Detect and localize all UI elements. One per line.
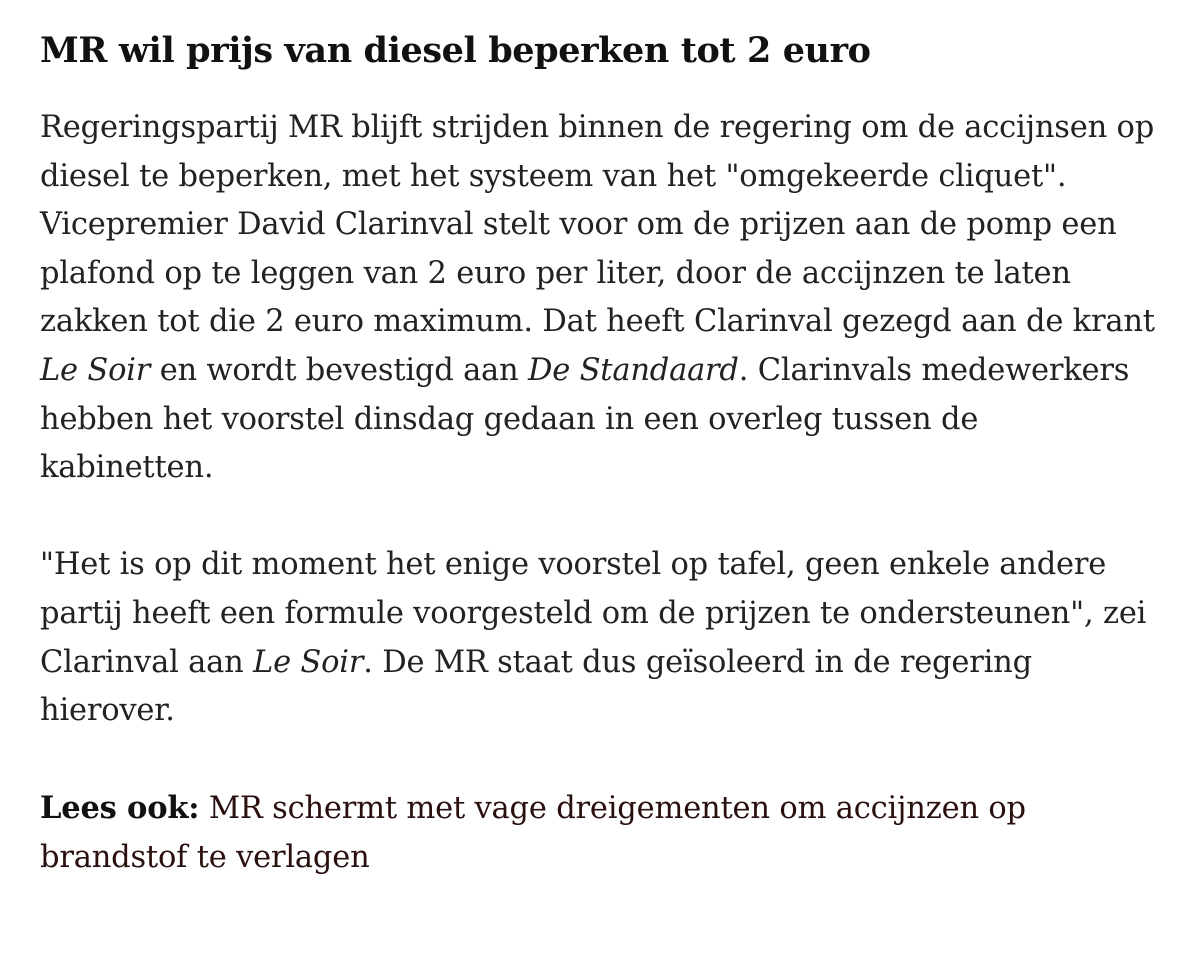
source-le-soir-2: Le Soir [253, 644, 364, 680]
read-also [40, 784, 1160, 882]
paragraph-2-text-2: . De MR staat dus geïsoleerd in de regering hierover. [40, 644, 1032, 729]
read-also-label: Lees ook: [40, 790, 200, 827]
source-le-soir: Le Soir [40, 352, 151, 388]
article-headline: MR wil prijs van diesel beperken tot 2 euro [40, 30, 871, 71]
paragraph-1-text-2: en wordt bevestigd aan [150, 352, 528, 388]
paragraph-1-text-1: Regeringspartij MR blijft strijden binnen de regering om de accijnsen op diesel te beperken, met het systeem van het "omgekeerde cliquet". Vicepremier David Clarinval stelt voor om de prijzen aan de pomp een plafond op te leggen van 2 euro per liter, door de accijnzen te laten zakken tot die 2 euro maximum. Dat heeft Clarinval gezegd aan de krant [40, 110, 1155, 340]
article-paragraph-2 [40, 541, 1160, 735]
source-de-standaard: De Standaard [527, 352, 739, 388]
read-also-link[interactable]: MR schermt met vage dreigementen om accijnzen op brandstof te verlagen [40, 791, 1026, 875]
paragraph-1-text-3: . Clarinvals medewerkers hebben het voorstel dinsdag gedaan in een overleg tussen de kabinetten. [40, 352, 1130, 486]
article-paragraph-1 [40, 104, 1160, 493]
paragraph-2-text-1: "Het is op dit moment het enige voorstel op tafel, geen enkele andere partij heeft een formule voorgesteld om de prijzen te ondersteunen", zei Clarinval aan [40, 547, 1147, 680]
article [40, 26, 1160, 883]
